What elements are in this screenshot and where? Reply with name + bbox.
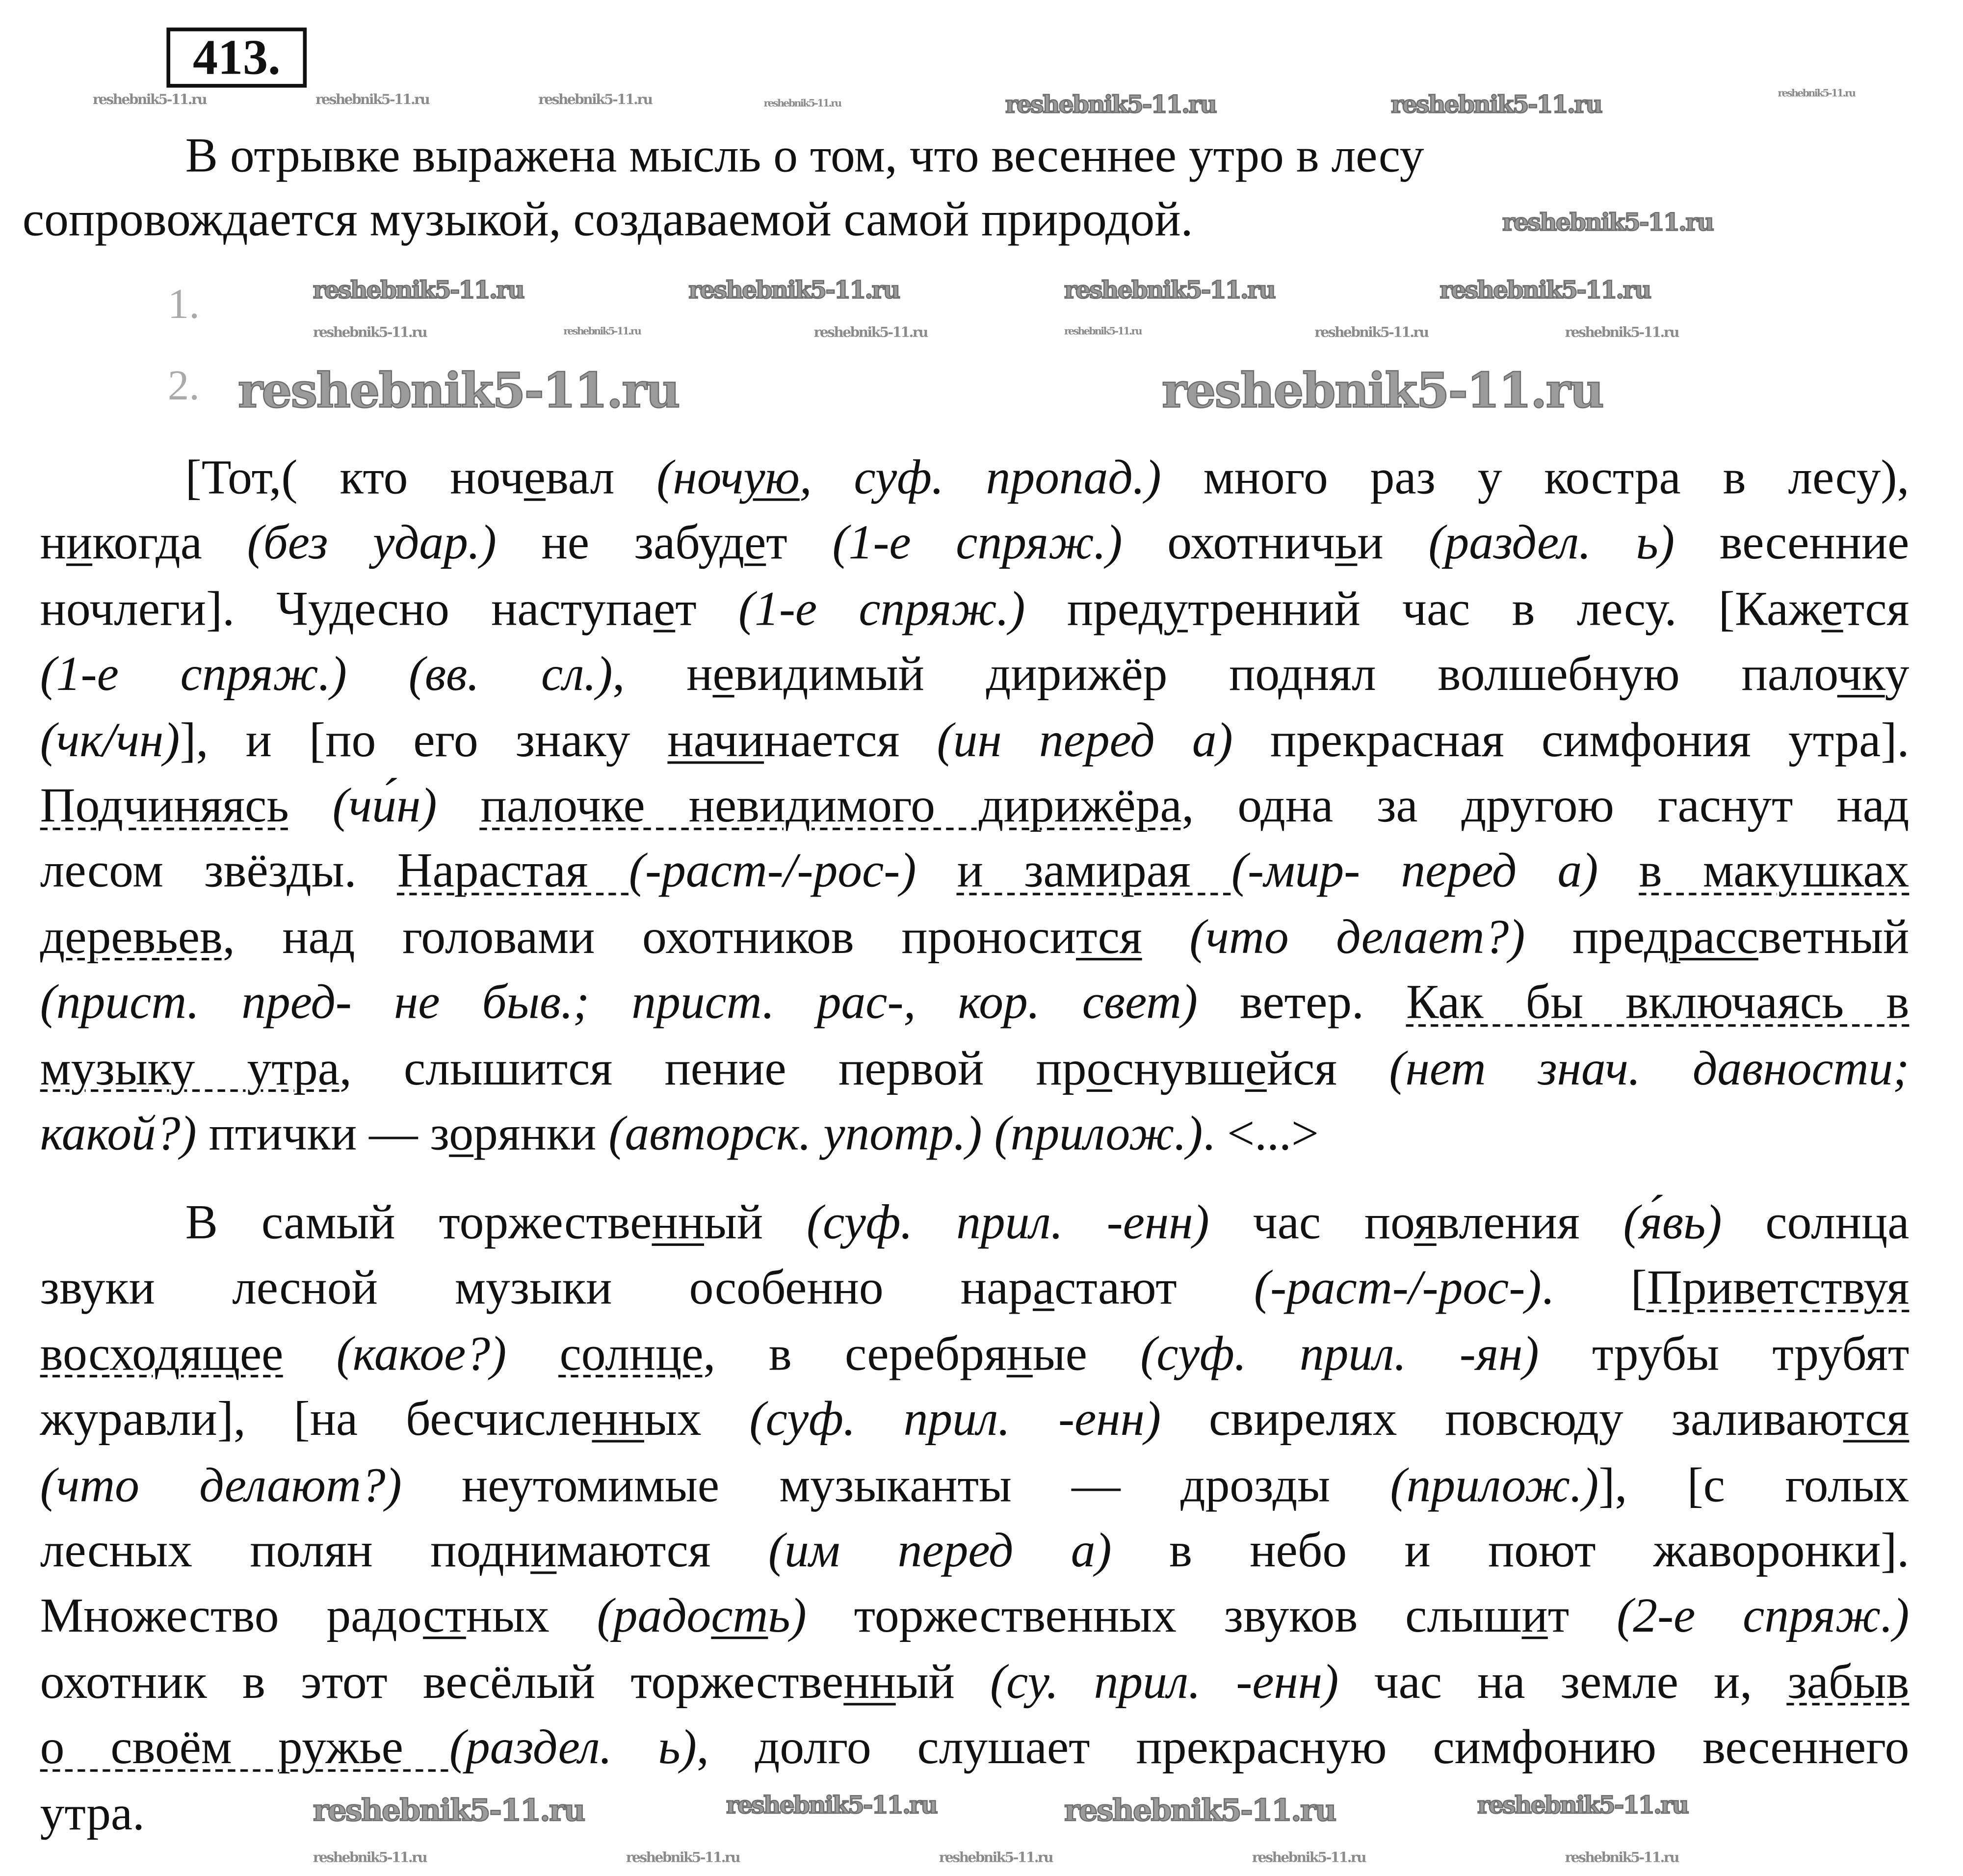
- italic-note: (суф. прил. -енн): [749, 1392, 1161, 1447]
- list-marker-2: 2.: [167, 363, 200, 410]
- italic-note: (2-е спряж.): [1617, 1589, 1910, 1643]
- italic-note: (авторск. употр.) (прилож.): [608, 1107, 1203, 1161]
- watermark: reshebnik5-11.ru: [313, 1792, 584, 1828]
- text-line: [40, 841, 1910, 903]
- underlined-letters: е: [712, 647, 734, 702]
- exercise-number-box: [166, 27, 307, 87]
- watermark: reshebnik5-11.ru: [313, 276, 524, 305]
- underlined-letters: у: [1163, 582, 1188, 636]
- text-segment: и: [1357, 516, 1429, 571]
- text-line: [40, 513, 1910, 576]
- text-line: [40, 1520, 1910, 1583]
- text-segment: час на земле и,: [1338, 1655, 1788, 1709]
- dashed-underlined-phrase: и замирая: [957, 844, 1231, 898]
- watermark: reshebnik5-11.ru: [726, 1792, 937, 1820]
- watermark: reshebnik5-11.ru: [939, 1849, 1053, 1866]
- text-line: [40, 1389, 1910, 1452]
- text-segment: снувш: [1112, 1041, 1245, 1095]
- underlined-letters: я: [1414, 1195, 1437, 1250]
- italic-note: (какое?): [336, 1327, 507, 1381]
- text-line: [40, 1258, 1910, 1321]
- watermark: reshebnik5-11.ru: [1005, 91, 1216, 119]
- dashed-underlined-phrase: деревьев: [40, 910, 223, 964]
- dashed-underlined-phrase: палочке невидимого дирижёра: [480, 779, 1182, 833]
- dashed-underlined-phrase: Приветствуя: [1647, 1261, 1910, 1316]
- italic-note: (раздел. ь): [449, 1720, 697, 1775]
- watermark: reshebnik5-11.ru: [1565, 1849, 1678, 1866]
- dashed-underlined-phrase: музыку утра: [40, 1041, 340, 1095]
- text-segment: свирелях повсюду заливаю: [1161, 1392, 1843, 1447]
- italic-note: (ноч: [656, 450, 744, 505]
- text-segment: неутомимые музыканты — дрозды: [401, 1458, 1390, 1512]
- watermark: reshebnik5-11.ru: [563, 324, 641, 337]
- watermark: reshebnik5-11.ru: [315, 91, 429, 108]
- dashed-underlined-phrase: Нарастая: [397, 844, 629, 898]
- text-line: [40, 578, 1910, 641]
- underlined-letters: е: [1245, 1041, 1267, 1095]
- intro-line-2: сопровождается музыкой, создаваемой самой природой.: [22, 192, 1193, 247]
- text-segment: , над головами охотников проноси: [222, 910, 1076, 964]
- text-segment: ветер.: [1197, 976, 1406, 1030]
- italic-note: (-раст-/-рос-): [628, 844, 916, 898]
- text-line: [40, 710, 1910, 772]
- italic-note: ь): [768, 1589, 807, 1643]
- watermark: reshebnik5-11.ru: [1314, 324, 1428, 341]
- text-segment: . [: [1541, 1261, 1647, 1316]
- watermark: reshebnik5-11.ru: [688, 276, 899, 305]
- text-segment: т: [766, 516, 833, 571]
- watermark: reshebnik5-11.ru: [538, 91, 652, 108]
- italic-note: (прист. пред- не быв.; прист. рас-, кор. свет): [40, 976, 1198, 1030]
- text-line: [40, 1103, 1910, 1166]
- text-line: [40, 1783, 1910, 1846]
- text-segment: В самый торжестве: [185, 1195, 652, 1250]
- dashed-underlined-phrase: в макушках: [1639, 844, 1910, 898]
- text-segment: журавли], [на бесчисле: [40, 1392, 592, 1447]
- text-line: [40, 1323, 1910, 1386]
- text-segment: ых: [644, 1392, 750, 1447]
- italic-note: (раздел. ь): [1428, 516, 1675, 571]
- underlined-letters: е: [523, 450, 546, 505]
- watermark: reshebnik5-11.ru: [1161, 362, 1603, 419]
- text-segment: рянки: [473, 1107, 609, 1161]
- italic-note: (суф. прил. -ян): [1140, 1327, 1539, 1381]
- text-segment: [506, 1327, 559, 1381]
- underlined-letters: нн: [592, 1392, 644, 1447]
- dashed-underlined-phrase: восходящее: [40, 1327, 284, 1381]
- text-line: [40, 644, 1910, 707]
- watermark: reshebnik5-11.ru: [1565, 324, 1678, 341]
- underlined-letters: а: [1032, 1261, 1055, 1316]
- text-line: [40, 972, 1910, 1035]
- text-segment: н: [40, 516, 66, 571]
- watermark: reshebnik5-11.ru: [92, 91, 207, 108]
- text-segment: лесом звёзды.: [40, 844, 397, 898]
- dashed-underlined-phrase: о своём ружье: [40, 1720, 449, 1775]
- text-segment: Множество радо: [40, 1589, 423, 1643]
- text-segment: ые: [1032, 1327, 1141, 1381]
- watermark: reshebnik5-11.ru: [1440, 276, 1650, 305]
- list-marker-1: 1.: [167, 282, 200, 328]
- text-segment: , в серебря: [703, 1327, 1007, 1381]
- watermark: reshebnik5-11.ru: [1252, 1849, 1365, 1866]
- underlined-letters: нн: [843, 1655, 896, 1709]
- italic-note: (без удар.): [247, 516, 497, 571]
- text-segment: лесных полян подн: [40, 1524, 531, 1578]
- text-segment: [1142, 910, 1190, 964]
- italic-note: какой?): [40, 1107, 197, 1161]
- dashed-underlined-phrase: забыв: [1787, 1655, 1910, 1709]
- underlined-letters: чк: [1837, 647, 1885, 702]
- text-line: [40, 906, 1910, 969]
- italic-note: (1-е спряж.): [832, 516, 1123, 571]
- text-segment: тренний час в лесу. [Каж: [1188, 582, 1822, 636]
- underlined-letters: тся: [1843, 1392, 1910, 1447]
- underlined-letters: н: [1006, 1327, 1033, 1381]
- dashed-underlined-phrase: Как бы включаясь в: [1406, 976, 1910, 1030]
- text-segment: прекрасная симфония утра].: [1232, 713, 1910, 767]
- text-segment: ветный: [1758, 910, 1910, 964]
- italic-note: (я́вь): [1623, 1195, 1722, 1250]
- italic-note: (су. прил. -енн): [990, 1655, 1339, 1709]
- underlined-letters: начи: [667, 713, 764, 767]
- text-segment: вления: [1436, 1195, 1623, 1250]
- text-line: [40, 1651, 1910, 1714]
- text-segment: [437, 779, 481, 833]
- text-segment: когда: [92, 516, 247, 571]
- text-segment: звуки лесной музыки особенно нар: [40, 1261, 1033, 1316]
- text-segment: охотник в этот весёлый торжестве: [40, 1655, 844, 1709]
- underlined-letters: и: [1521, 1589, 1548, 1643]
- exercise-number: 413.: [192, 28, 281, 85]
- text-segment: в небо и поют жаворонки].: [1111, 1524, 1910, 1578]
- underlined-letters: и: [530, 1524, 557, 1578]
- text-segment: у: [1884, 647, 1910, 702]
- underlined-letters: о: [1086, 1041, 1112, 1095]
- italic-note: , суф. пропад.): [799, 450, 1161, 505]
- watermark: reshebnik5-11.ru: [1064, 1792, 1335, 1828]
- text-segment: солнца: [1722, 1195, 1910, 1250]
- text-line: [40, 1454, 1910, 1517]
- text-segment: [1598, 845, 1639, 898]
- text-segment: пред: [1025, 582, 1164, 636]
- italic-note: (что делают?): [40, 1458, 402, 1512]
- italic-note: (-мир- перед а): [1231, 844, 1598, 898]
- italic-note: (1-е спряж.): [738, 582, 1025, 636]
- text-segment: ], [с голых: [1598, 1458, 1910, 1512]
- text-line: [185, 447, 1910, 510]
- underlined-letters: расс: [1669, 910, 1758, 964]
- underlined-letters: ь: [1335, 516, 1358, 571]
- text-segment: [289, 779, 333, 833]
- italic-note: (суф. прил. -енн): [806, 1195, 1209, 1250]
- text-segment: час по: [1209, 1195, 1414, 1250]
- text-segment: , долго слушает прекрасную симфонию весеннего: [696, 1720, 1910, 1775]
- text-line: [40, 1717, 1910, 1780]
- text-segment: [283, 1327, 336, 1381]
- watermark: reshebnik5-11.ru: [1064, 276, 1275, 305]
- italic-note: (чк/чн): [40, 713, 180, 767]
- text-segment: йся: [1266, 1041, 1389, 1095]
- text-segment: , н: [612, 647, 713, 702]
- dashed-underlined-phrase: Подчиняясь: [40, 779, 289, 833]
- text-line: [40, 1585, 1910, 1648]
- watermark: reshebnik5-11.ru: [313, 1849, 427, 1866]
- text-segment: пред: [1525, 910, 1669, 964]
- italic-underlined-letters: ст: [711, 1589, 768, 1643]
- text-segment: охотнич: [1122, 516, 1335, 571]
- watermark: reshebnik5-11.ru: [1064, 324, 1141, 337]
- intro-line-1: В отрывке выражена мысль о том, что весеннее утро в лесу: [185, 129, 1424, 183]
- underlined-letters: и: [66, 516, 93, 571]
- text-segment: ночлеги]. Чудесно наступа: [40, 582, 654, 636]
- watermark: reshebnik5-11.ru: [237, 362, 679, 419]
- italic-note: (чи́н): [332, 779, 437, 833]
- text-segment: нается: [764, 713, 937, 767]
- text-segment: утра.: [40, 1786, 145, 1840]
- text-segment: маются: [556, 1524, 768, 1578]
- text-segment: , слышится пение первой пр: [339, 1041, 1087, 1095]
- text-segment: весенние: [1675, 516, 1910, 571]
- text-segment: много раз у костра в лесу),: [1161, 450, 1910, 505]
- text-segment: , одна за другою гаснут над: [1181, 779, 1910, 833]
- italic-note: (1-е спряж.) (вв. сл.): [40, 647, 613, 702]
- text-segment: . <...>: [1203, 1107, 1319, 1161]
- watermark: reshebnik5-11.ru: [1778, 86, 1855, 99]
- text-segment: вал: [545, 450, 657, 505]
- watermark: reshebnik5-11.ru: [313, 324, 427, 341]
- text-line: [185, 1192, 1910, 1255]
- text-segment: т: [1547, 1589, 1617, 1643]
- italic-note: (нет знач. давности;: [1389, 1041, 1910, 1095]
- text-segment: трубы трубят: [1539, 1327, 1910, 1381]
- italic-note: (что делает?): [1189, 910, 1525, 964]
- underlined-letters: е: [744, 516, 766, 571]
- watermark: reshebnik5-11.ru: [813, 324, 927, 341]
- watermark: reshebnik5-11.ru: [1502, 209, 1713, 237]
- watermark: reshebnik5-11.ru: [1390, 91, 1602, 119]
- watermark: reshebnik5-11.ru: [626, 1849, 740, 1866]
- text-line: [40, 775, 1910, 838]
- underlined-letters: о: [449, 1107, 474, 1161]
- dashed-underlined-phrase: солнце: [559, 1327, 704, 1381]
- text-segment: ных: [466, 1589, 597, 1643]
- italic-underlined-letters: ую: [743, 450, 800, 505]
- italic-note: (ин перед а): [937, 713, 1233, 767]
- italic-note: (-раст-/-рос-): [1254, 1261, 1542, 1316]
- italic-note: (прилож.): [1390, 1458, 1599, 1512]
- italic-note: (им перед а): [768, 1524, 1112, 1578]
- text-segment: ый: [895, 1655, 991, 1709]
- watermark: reshebnik5-11.ru: [1477, 1792, 1688, 1820]
- underlined-letters: нн: [652, 1195, 704, 1250]
- text-segment: тся: [1843, 582, 1910, 636]
- italic-note: (радо: [597, 1589, 711, 1643]
- underlined-letters: тся: [1076, 910, 1142, 964]
- underlined-letters: е: [1821, 582, 1843, 636]
- underlined-letters: е: [654, 582, 676, 636]
- text-segment: ый: [704, 1195, 807, 1250]
- text-segment: т: [675, 582, 738, 636]
- text-segment: стают: [1054, 1261, 1254, 1316]
- text-segment: не забуд: [496, 516, 745, 571]
- text-segment: [916, 845, 957, 898]
- text-segment: видимый дирижёр поднял волшебную пало: [734, 647, 1837, 702]
- underlined-letters: ст: [423, 1589, 466, 1643]
- text-line: [40, 1037, 1910, 1100]
- text-segment: торжественных звуков слыш: [806, 1589, 1522, 1643]
- text-segment: ], и [по его знаку: [180, 713, 668, 767]
- text-segment: [Тот,( кто ноч: [185, 450, 524, 505]
- text-segment: птички — з: [196, 1107, 449, 1161]
- watermark: reshebnik5-11.ru: [763, 96, 841, 109]
